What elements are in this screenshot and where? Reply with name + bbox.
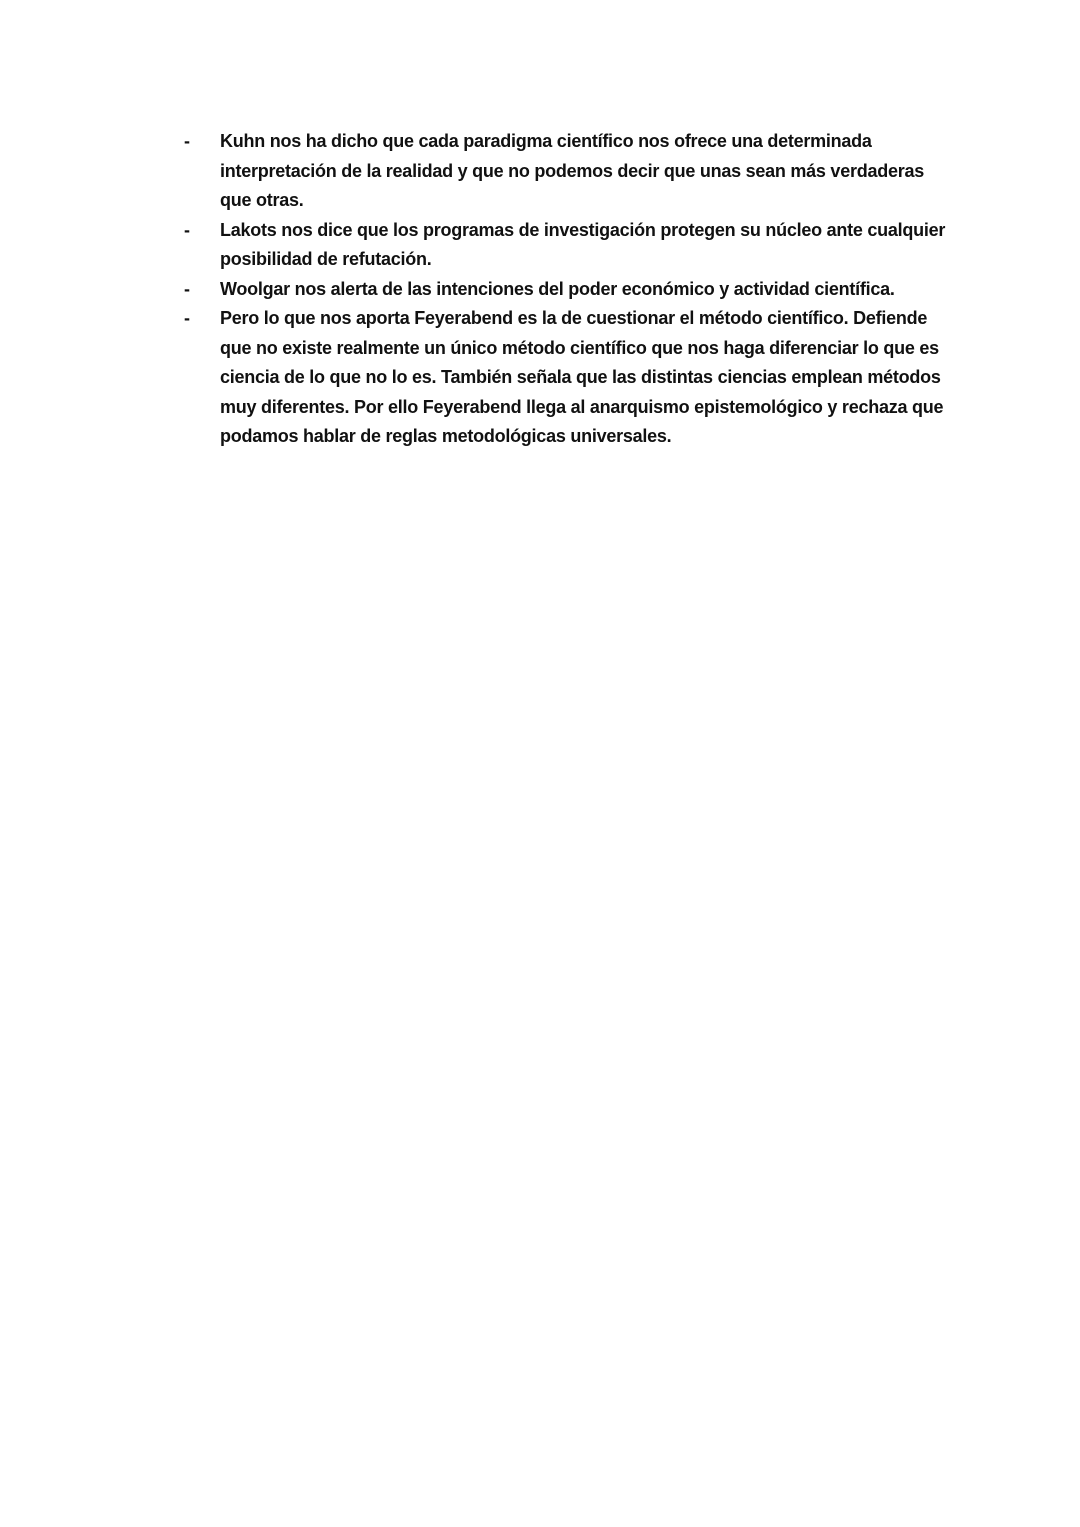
bullet-marker: - <box>184 278 190 299</box>
bullet-text-line: podamos hablar de reglas metodológicas universales. <box>220 426 672 446</box>
bullet-marker: - <box>184 308 190 328</box>
bullet-list <box>184 127 944 452</box>
bullet-text-line: muy diferentes. Por ello Feyerabend llega al anarquismo epistemológico y rechaza que <box>220 396 944 417</box>
bullet-item-kuhn <box>184 127 944 216</box>
bullet-text-line: que otras. <box>220 190 304 210</box>
bullet-marker: - <box>184 131 190 151</box>
bullet-item-lakatos <box>184 216 944 275</box>
bullet-text-line: que no existe realmente un único método científico que nos haga diferenciar lo que es <box>220 337 939 358</box>
bullet-marker: - <box>184 219 190 240</box>
bullet-text-line: interpretación de la realidad y que no podemos decir que unas sean más verdaderas <box>220 160 924 181</box>
bullet-text-line: Pero lo que nos aporta Feyerabend es la de cuestionar el método científico. Defiende <box>220 308 928 328</box>
bullet-text-line: ciencia de lo que no lo es. También señala que las distintas ciencias emplean métodos <box>220 367 941 387</box>
bullet-item-woolgar <box>184 275 944 305</box>
bullet-text-line: Woolgar nos alerta de las intenciones del poder económico y actividad científica. <box>220 278 895 299</box>
bullet-item-feyerabend <box>184 304 944 452</box>
bullet-text-line: Lakots nos dice que los programas de investigación protegen su núcleo ante cualquier <box>220 219 946 240</box>
bullet-text-line: Kuhn nos ha dicho que cada paradigma científico nos ofrece una determinada <box>220 131 872 151</box>
bullet-text-line: posibilidad de refutación. <box>220 249 432 269</box>
